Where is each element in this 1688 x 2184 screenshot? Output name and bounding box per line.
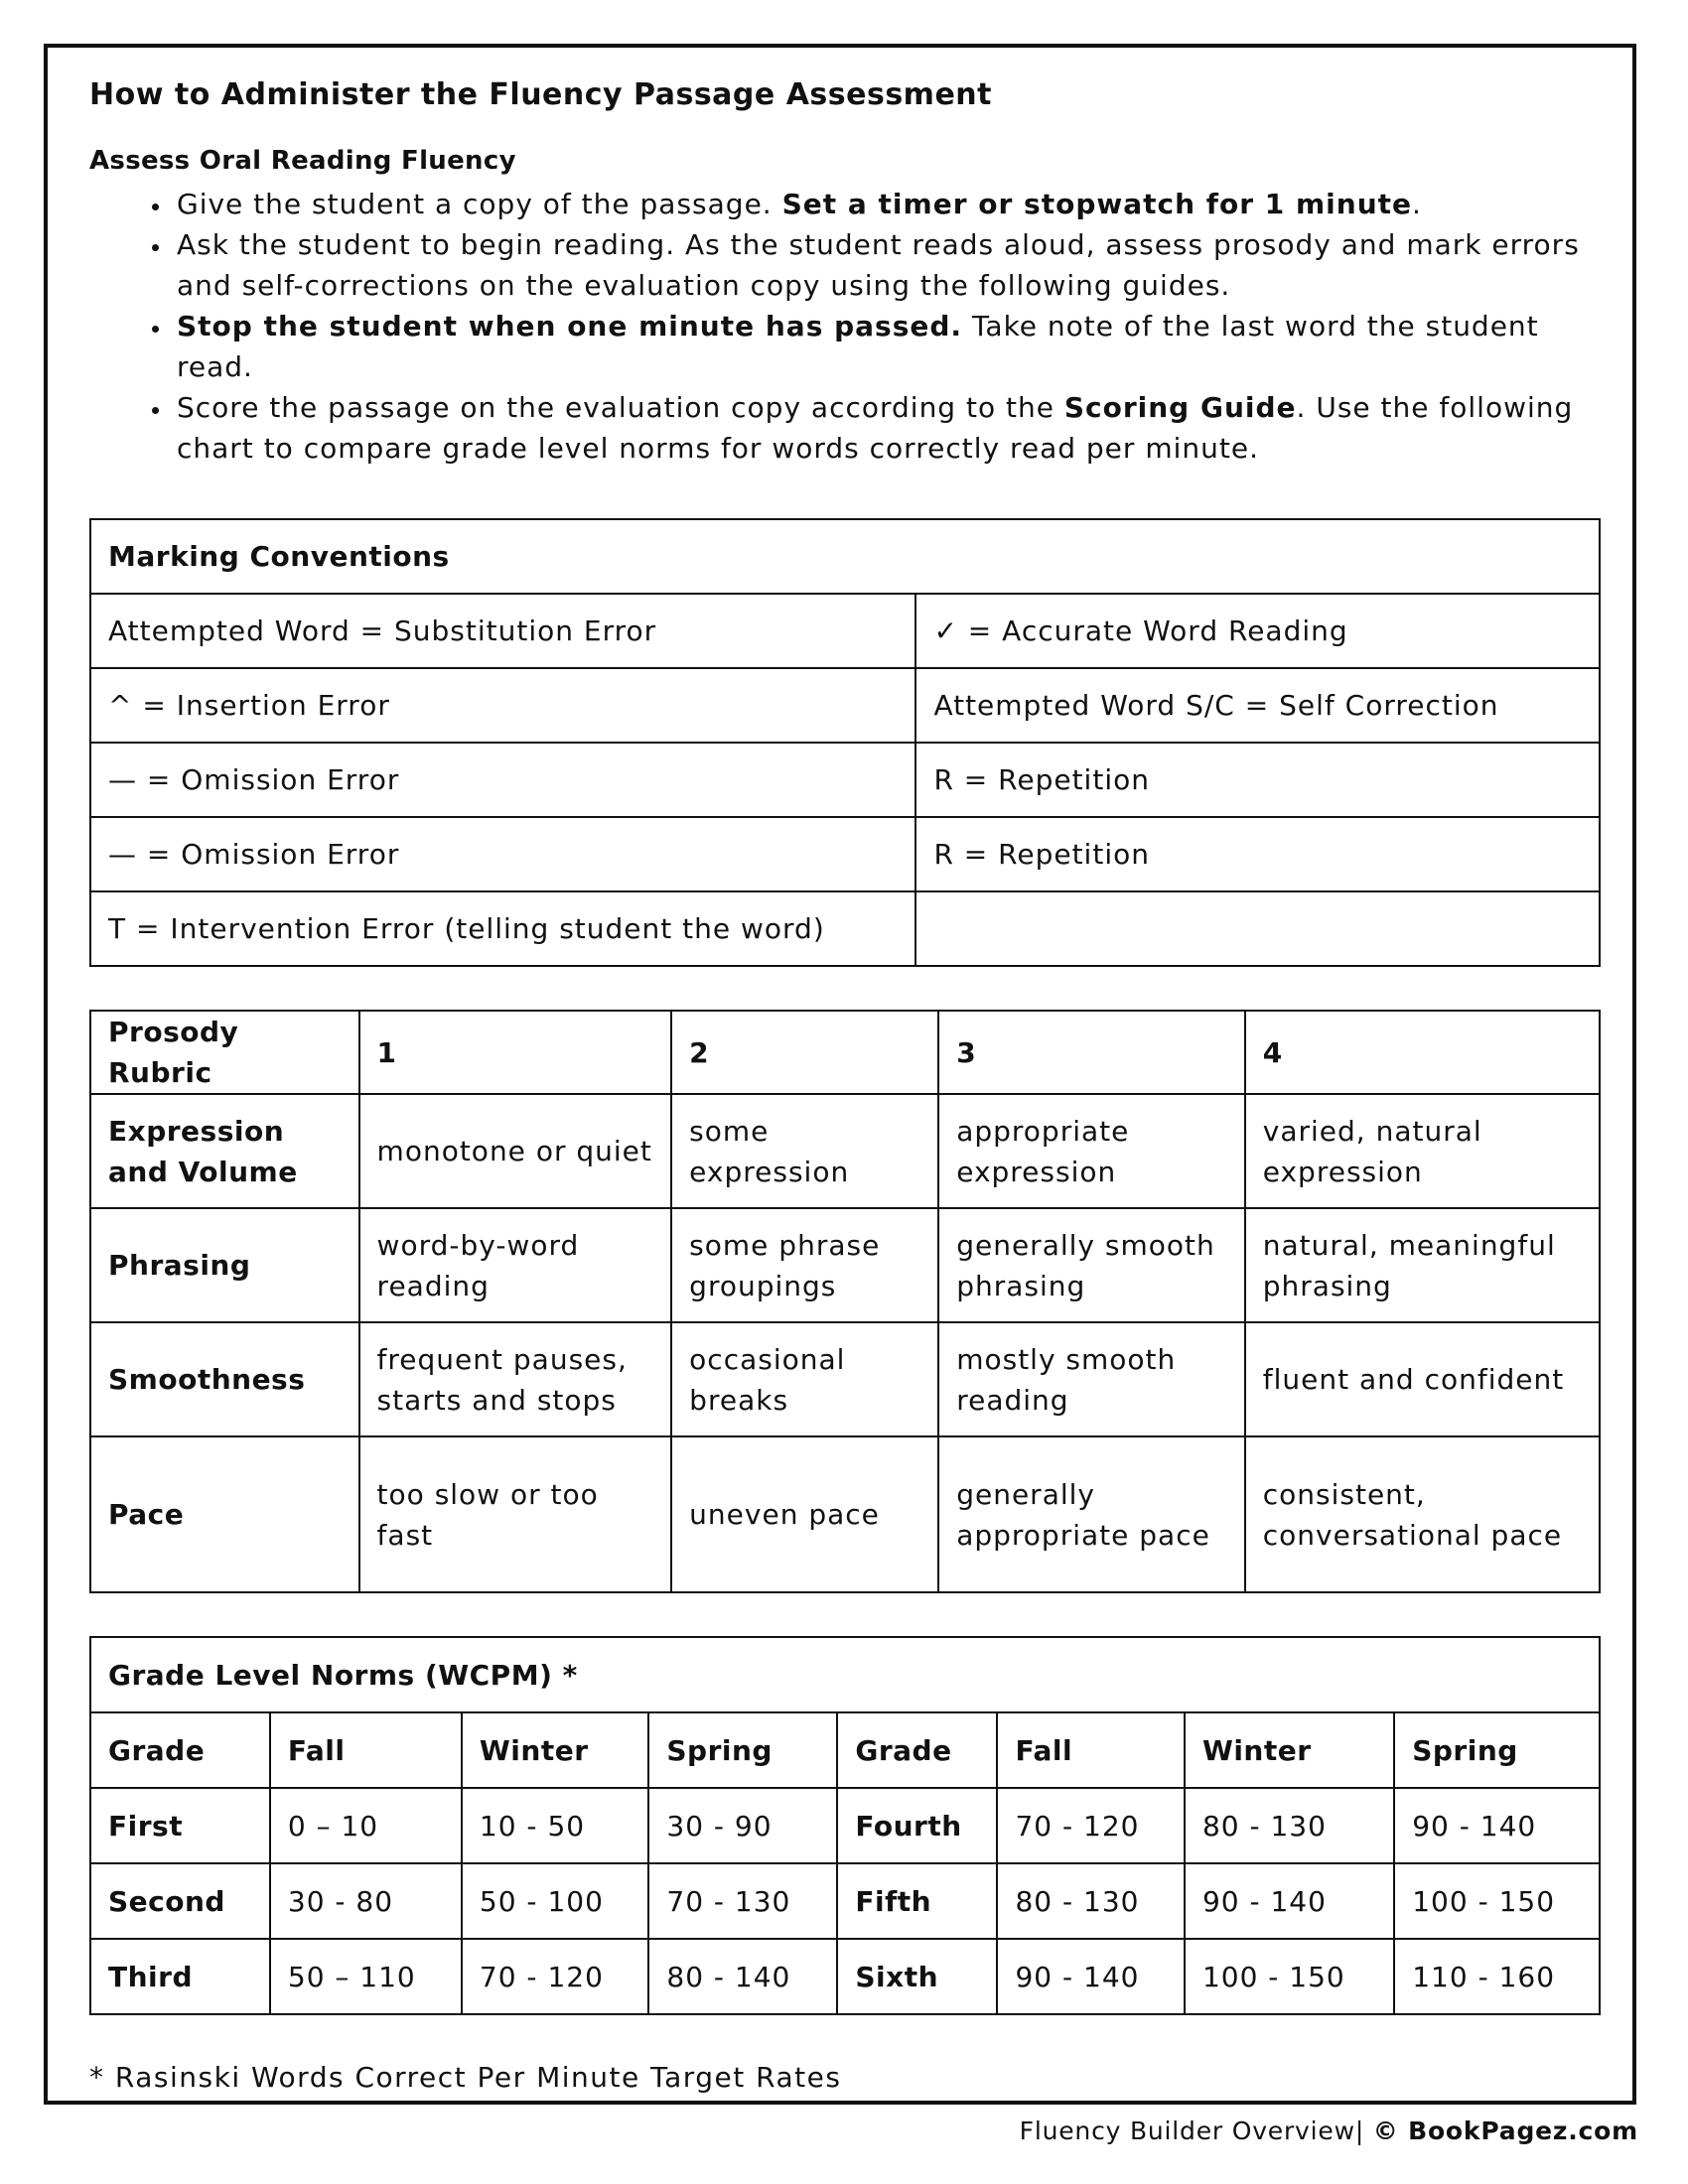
table-row xyxy=(90,1322,1600,1436)
bullet-text: Ask the student to begin reading. As the student reads aloud, assess prosody and mark errors and self-corrections on the evaluation copy using the following guides. xyxy=(177,228,1580,302)
column-header: Grade xyxy=(90,1712,270,1788)
grade-level-norms-table xyxy=(89,1636,1601,2015)
grade-label: Sixth xyxy=(837,1939,997,2014)
bullet-bold-text: Stop the student when one minute has passed. xyxy=(177,310,963,342)
table-header: 3 xyxy=(938,1011,1245,1094)
list-item xyxy=(173,224,1601,306)
instruction-list xyxy=(89,184,1601,469)
table-cell: monotone or quiet xyxy=(359,1094,672,1208)
table-row xyxy=(90,594,1600,668)
table-cell: 90 - 140 xyxy=(1394,1788,1600,1863)
table-row xyxy=(90,1094,1600,1208)
page-title: How to Administer the Fluency Passage Assessment xyxy=(89,77,992,112)
table-cell: some phrase groupings xyxy=(671,1208,938,1322)
bullet-bold-text: Set a timer or stopwatch for 1 minute xyxy=(781,188,1413,220)
table-header: 4 xyxy=(1245,1011,1600,1094)
prosody-rubric-table xyxy=(89,1010,1601,1593)
table-cell: 70 - 120 xyxy=(462,1939,648,2014)
table-cell: 50 – 110 xyxy=(270,1939,462,2014)
column-header: Fall xyxy=(270,1712,462,1788)
page-frame xyxy=(44,44,1636,2105)
table-cell: 70 - 130 xyxy=(648,1863,837,1939)
bullet-text: . Use the following chart to compare grade level norms for words correctly read per minute. xyxy=(177,391,1574,465)
table-cell: 30 - 90 xyxy=(648,1788,837,1863)
marking-conventions-table xyxy=(89,518,1601,967)
table-cell: 100 - 150 xyxy=(1185,1939,1394,2014)
bullet-text: Give the student a copy of the passage. xyxy=(177,188,782,220)
table-cell: consistent, conversational pace xyxy=(1245,1436,1600,1592)
column-header: Spring xyxy=(648,1712,837,1788)
table-cell: 50 - 100 xyxy=(462,1863,648,1939)
table-cell: some expression xyxy=(671,1094,938,1208)
table-cell: 10 - 50 xyxy=(462,1788,648,1863)
table-cell: 30 - 80 xyxy=(270,1863,462,1939)
table-cell: 90 - 140 xyxy=(997,1939,1184,2014)
table-cell: Attempted Word = Substitution Error xyxy=(90,594,915,668)
grade-label: Fourth xyxy=(837,1788,997,1863)
footer-text: Fluency Builder Overview| xyxy=(1019,2116,1373,2145)
table-cell: generally smooth phrasing xyxy=(938,1208,1245,1322)
bullet-text: . xyxy=(1412,188,1422,220)
table-cell: 100 - 150 xyxy=(1394,1863,1600,1939)
table-cell: generally appropriate pace xyxy=(938,1436,1245,1592)
table-cell: Attempted Word S/C = Self Correction xyxy=(915,668,1600,743)
table-cell: mostly smooth reading xyxy=(938,1322,1245,1436)
table-cell: uneven pace xyxy=(671,1436,938,1592)
grade-label: Second xyxy=(90,1863,270,1939)
section-heading: Assess Oral Reading Fluency xyxy=(89,146,516,176)
column-header: Fall xyxy=(997,1712,1184,1788)
table-row xyxy=(90,1863,1600,1939)
content xyxy=(89,77,1601,2094)
table-row xyxy=(90,743,1600,817)
table-cell: — = Omission Error xyxy=(90,817,915,891)
page-footer xyxy=(1020,2116,1638,2145)
column-header: Grade xyxy=(837,1712,997,1788)
table-cell: natural, meaningful phrasing xyxy=(1245,1208,1600,1322)
table-header: Prosody Rubric xyxy=(90,1011,359,1094)
footnote: * Rasinski Words Correct Per Minute Target Rates xyxy=(89,2061,842,2094)
grade-label: Third xyxy=(90,1939,270,2014)
row-label: Smoothness xyxy=(90,1322,359,1436)
column-header: Spring xyxy=(1394,1712,1600,1788)
table-row xyxy=(90,817,1600,891)
table-row xyxy=(90,1208,1600,1322)
table-cell: — = Omission Error xyxy=(90,743,915,817)
list-item xyxy=(173,184,1601,224)
table-row xyxy=(90,1939,1600,2014)
table-header: Marking Conventions xyxy=(90,519,1600,594)
row-label: Phrasing xyxy=(90,1208,359,1322)
column-header: Winter xyxy=(1185,1712,1394,1788)
list-item xyxy=(173,306,1601,387)
row-label: Pace xyxy=(90,1436,359,1592)
table-cell: R = Repetition xyxy=(915,743,1600,817)
table-cell: 110 - 160 xyxy=(1394,1939,1600,2014)
table-cell: 90 - 140 xyxy=(1185,1863,1394,1939)
bullet-text: Score the passage on the evaluation copy according to the xyxy=(177,391,1064,424)
table-cell xyxy=(915,891,1600,966)
table-row xyxy=(90,1436,1600,1592)
grade-label: Fifth xyxy=(837,1863,997,1939)
table-cell: 0 – 10 xyxy=(270,1788,462,1863)
table-header-row xyxy=(90,1712,1600,1788)
table-cell: fluent and confident xyxy=(1245,1322,1600,1436)
bullet-text: Take note of the last word the student read. xyxy=(177,310,1539,383)
table-cell: 70 - 120 xyxy=(997,1788,1184,1863)
table-cell: 80 - 130 xyxy=(997,1863,1184,1939)
list-item xyxy=(173,387,1601,469)
table-cell: 80 - 140 xyxy=(648,1939,837,2014)
table-header: 1 xyxy=(359,1011,672,1094)
table-row xyxy=(90,891,1600,966)
bullet-bold-text: Scoring Guide xyxy=(1063,391,1297,424)
table-cell: ^ = Insertion Error xyxy=(90,668,915,743)
footer-brand: © BookPagez.com xyxy=(1372,2116,1638,2145)
table-cell: appropriate expression xyxy=(938,1094,1245,1208)
table-cell: T = Intervention Error (telling student the word) xyxy=(90,891,915,966)
table-cell: ✓ = Accurate Word Reading xyxy=(915,594,1600,668)
table-cell: word-by-word reading xyxy=(359,1208,672,1322)
column-header: Winter xyxy=(462,1712,648,1788)
table-row xyxy=(90,1788,1600,1863)
grade-label: First xyxy=(90,1788,270,1863)
table-row xyxy=(90,668,1600,743)
table-cell: 80 - 130 xyxy=(1185,1788,1394,1863)
table-cell: R = Repetition xyxy=(915,817,1600,891)
table-header-row xyxy=(90,1011,1600,1094)
table-header: Grade Level Norms (WCPM) * xyxy=(90,1637,1600,1712)
row-label: Expression and Volume xyxy=(90,1094,359,1208)
table-header: 2 xyxy=(671,1011,938,1094)
table-cell: occasional breaks xyxy=(671,1322,938,1436)
table-cell: frequent pauses, starts and stops xyxy=(359,1322,672,1436)
table-cell: too slow or too fast xyxy=(359,1436,672,1592)
table-cell: varied, natural expression xyxy=(1245,1094,1600,1208)
